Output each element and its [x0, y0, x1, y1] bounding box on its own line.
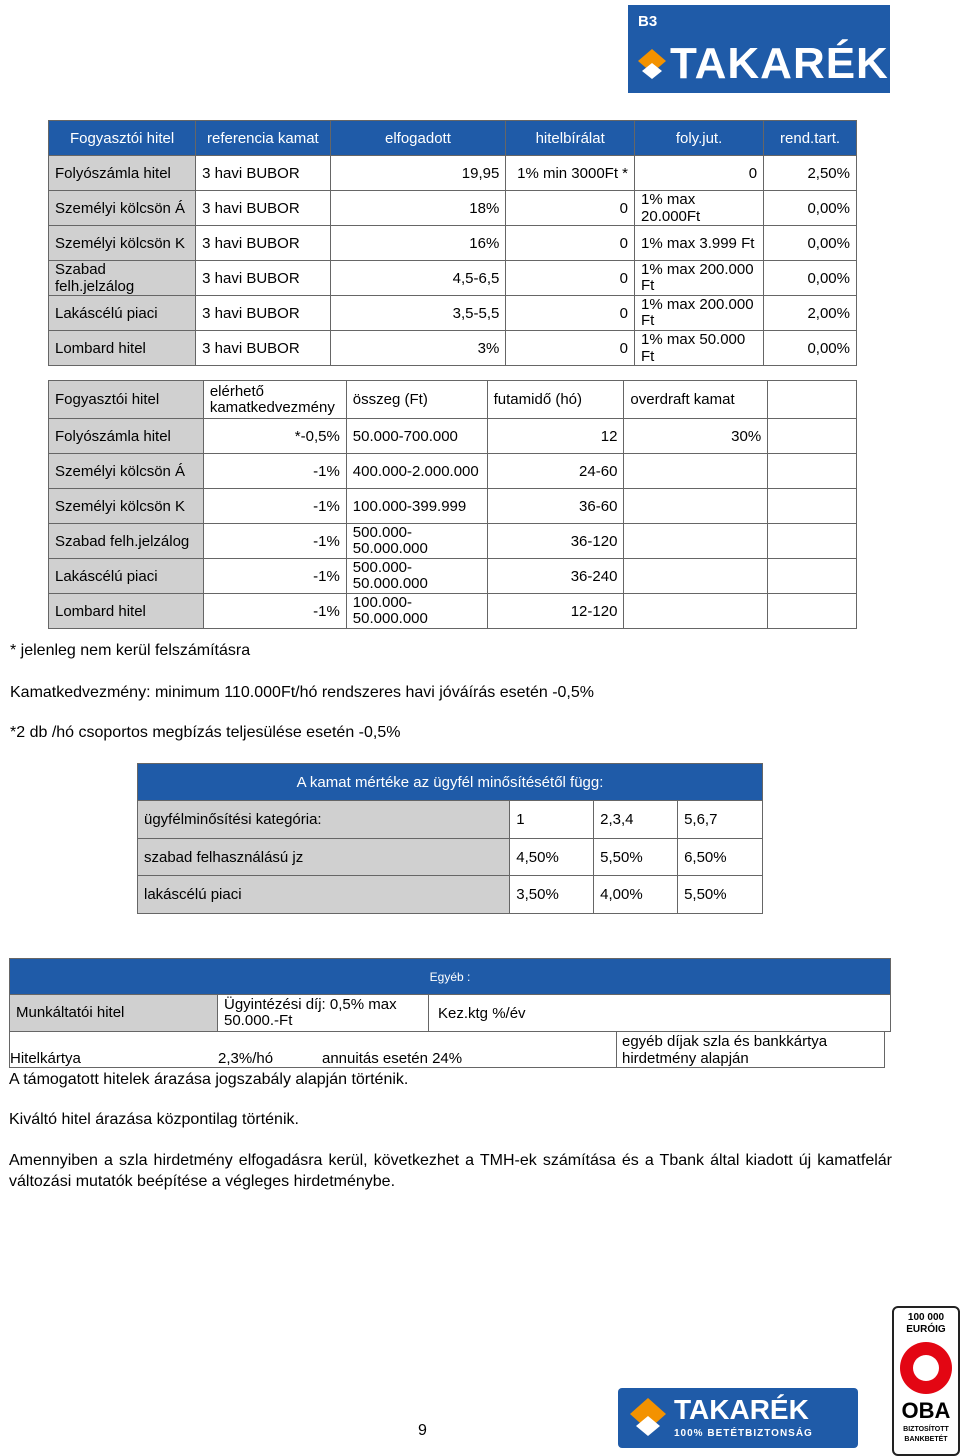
- cell: 1% max 20.000Ft: [635, 191, 764, 226]
- cell: 0: [506, 331, 635, 366]
- cell: *-0,5%: [203, 419, 346, 454]
- cell: -1%: [203, 454, 346, 489]
- table-row: [49, 594, 857, 629]
- cell: 2,3%/hó: [218, 1050, 274, 1067]
- header-cell: összeg (Ft): [346, 381, 487, 419]
- interest-table-header: [49, 121, 857, 156]
- cell: Személyi kölcsön Á: [49, 191, 196, 226]
- footer-takarek-logo: [618, 1388, 858, 1448]
- cell: 2,3,4: [594, 801, 678, 839]
- cell: 12: [487, 419, 624, 454]
- header-cell: referencia kamat: [196, 121, 330, 156]
- cell: 3 havi BUBOR: [196, 191, 330, 226]
- other-table-title: Egyéb :: [9, 958, 891, 995]
- cell: 50.000-700.000: [346, 419, 487, 454]
- cell: 3,5-5,5: [330, 296, 506, 331]
- cell: [768, 381, 857, 419]
- logo-mark-icon: [636, 47, 668, 87]
- cell: 3%: [330, 331, 506, 366]
- logo-mark-icon: [628, 1396, 668, 1440]
- table-row: [49, 261, 857, 296]
- cell: Munkáltatói hitel: [10, 995, 218, 1031]
- table-row: [49, 419, 857, 454]
- cell: [768, 559, 857, 594]
- takarek-logo: [628, 5, 890, 93]
- footer-logo-tagline: 100% BETÉTBIZTONSÁG: [674, 1428, 813, 1439]
- cell: Személyi kölcsön Á: [49, 454, 204, 489]
- discount-note-2: *2 db /hó csoportos megbízás teljesülése esetén -0,5%: [10, 724, 401, 741]
- cell: 36-240: [487, 559, 624, 594]
- header-cell: overdraft kamat: [624, 381, 768, 419]
- cell: [624, 594, 768, 629]
- table-row: [49, 156, 857, 191]
- cell: 0: [506, 226, 635, 261]
- cell: lakáscélú piaci: [138, 876, 510, 914]
- cell: egyéb díjak szla és bankkártya hirdetmény alapján: [622, 1033, 828, 1067]
- cell: Hitelkártya: [10, 1050, 81, 1067]
- cell: [624, 524, 768, 559]
- cell: 1: [510, 801, 594, 839]
- cell: Lakáscélú piaci: [49, 296, 196, 331]
- cell: 3 havi BUBOR: [196, 331, 330, 366]
- cell: -1%: [203, 559, 346, 594]
- cell: 4,5-6,5: [330, 261, 506, 296]
- cell: -1%: [203, 524, 346, 559]
- logo-prefix: B3: [638, 13, 658, 30]
- oba-top-text: 100 000 EURÓIG: [906, 1312, 946, 1335]
- header-cell: hitelbírálat: [506, 121, 635, 156]
- cell: 3 havi BUBOR: [196, 156, 330, 191]
- header-cell: elérhető kamatkedvezmény: [203, 381, 346, 419]
- cell: Személyi kölcsön K: [49, 489, 204, 524]
- footnote: * jelenleg nem kerül felszámításra: [10, 642, 251, 659]
- table-row: [138, 839, 763, 876]
- rating-table-title: [138, 764, 763, 801]
- cell: Kez.ktg %/év: [438, 1005, 526, 1022]
- cell: 0,00%: [764, 191, 857, 226]
- cell: 1% max 200.000 Ft: [635, 296, 764, 331]
- cell: 1% max 50.000 Ft: [635, 331, 764, 366]
- discount-table: [48, 380, 857, 629]
- cell: 2,50%: [764, 156, 857, 191]
- header-cell: Fogyasztói hitel: [49, 121, 196, 156]
- cell: Folyószámla hitel: [49, 156, 196, 191]
- table-row: [49, 559, 857, 594]
- cell: 0,00%: [764, 261, 857, 296]
- cell: [768, 454, 857, 489]
- cell: 3 havi BUBOR: [196, 261, 330, 296]
- cell: [768, 419, 857, 454]
- cell: 19,95: [330, 156, 506, 191]
- cell: 36-120: [487, 524, 624, 559]
- cell: [768, 594, 857, 629]
- cell: Személyi kölcsön K: [49, 226, 196, 261]
- header-cell: Fogyasztói hitel: [49, 381, 204, 419]
- cell: 1% max 200.000 Ft: [635, 261, 764, 296]
- cell: 16%: [330, 226, 506, 261]
- cell: 0,00%: [764, 331, 857, 366]
- page-number: 9: [418, 1422, 427, 1439]
- cell: 24-60: [487, 454, 624, 489]
- cell: 3 havi BUBOR: [196, 226, 330, 261]
- cell: 500.000-50.000.000: [346, 559, 487, 594]
- other-table-row: [9, 995, 891, 1032]
- table-row: [49, 296, 857, 331]
- cell: 12-120: [487, 594, 624, 629]
- cell: Lombard hitel: [49, 594, 204, 629]
- oba-circle-icon: [900, 1342, 952, 1394]
- table-row: [49, 331, 857, 366]
- table-row: [138, 876, 763, 914]
- cell: 0: [506, 261, 635, 296]
- cell: 0: [635, 156, 764, 191]
- cell: 5,50%: [594, 839, 678, 876]
- cell: 36-60: [487, 489, 624, 524]
- cell: 1% min 3000Ft *: [506, 156, 635, 191]
- cell: 2,00%: [764, 296, 857, 331]
- table-row: [49, 226, 857, 261]
- table-row: [49, 454, 857, 489]
- cell: szabad felhasználású jz: [138, 839, 510, 876]
- cell: [624, 559, 768, 594]
- cell: Ügyintézési díj: 0,5% max 50.000.-Ft: [224, 996, 397, 1029]
- rating-table-title-text: A kamat mértéke az ügyfél minősítésétől függ:: [138, 764, 763, 801]
- other-table-row: [9, 1032, 885, 1068]
- cell: 6,50%: [678, 839, 763, 876]
- cell: -1%: [203, 489, 346, 524]
- cell: Lombard hitel: [49, 331, 196, 366]
- cell: 5,6,7: [678, 801, 763, 839]
- header-cell: futamidő (hó): [487, 381, 624, 419]
- cell: 0,00%: [764, 226, 857, 261]
- cell: ügyfélminősítési kategória:: [138, 801, 510, 839]
- table-row: [49, 489, 857, 524]
- cell: [624, 454, 768, 489]
- oba-sub2: BANKBETÉT: [904, 1436, 948, 1443]
- cell: 5,50%: [678, 876, 763, 914]
- discount-table-header: [49, 381, 857, 419]
- header-cell: elfogadott: [330, 121, 506, 156]
- rating-table: [137, 763, 763, 914]
- oba-name: OBA: [901, 1398, 951, 1423]
- paragraph: A támogatott hitelek árazása jogszabály alapján történik.: [9, 1071, 409, 1088]
- cell: Szabad felh.jelzálog: [49, 524, 204, 559]
- paragraph: Kiváltó hitel árazása központilag történik.: [9, 1111, 299, 1128]
- oba-badge: [892, 1306, 960, 1456]
- cell: [768, 489, 857, 524]
- cell: annuitás esetén 24%: [322, 1050, 463, 1067]
- logo-name: TAKARÉK: [670, 39, 889, 88]
- cell: 100.000-399.999: [346, 489, 487, 524]
- cell: [624, 489, 768, 524]
- footer-logo-name: TAKARÉK: [674, 1394, 809, 1425]
- table-row: [49, 524, 857, 559]
- cell: [768, 524, 857, 559]
- discount-note: Kamatkedvezmény: minimum 110.000Ft/hó rendszeres havi jóváírás esetén -0,5%: [10, 684, 594, 701]
- table-row: [49, 191, 857, 226]
- cell: Folyószámla hitel: [49, 419, 204, 454]
- interest-table: [48, 120, 857, 366]
- cell: 3 havi BUBOR: [196, 296, 330, 331]
- header-cell: rend.tart.: [764, 121, 857, 156]
- cell: -1%: [203, 594, 346, 629]
- cell: 1% max 3.999 Ft: [635, 226, 764, 261]
- table-row: [138, 801, 763, 839]
- cell: 0: [506, 296, 635, 331]
- header-cell: foly.jut.: [635, 121, 764, 156]
- cell: 30%: [624, 419, 768, 454]
- cell: 3,50%: [510, 876, 594, 914]
- cell: 0: [506, 191, 635, 226]
- oba-sub1: BIZTOSÍTOTT: [903, 1426, 949, 1433]
- paragraph: Amennyiben a szla hirdetmény elfogadásra kerül, következhet a TMH-ek számítása és a Tbank által kiadott új kamatfelár változási mutatók beépítése a végleges hirdetménybe.: [9, 1152, 892, 1190]
- cell: 400.000-2.000.000: [346, 454, 487, 489]
- cell: 4,50%: [510, 839, 594, 876]
- cell: 18%: [330, 191, 506, 226]
- cell: 500.000-50.000.000: [346, 524, 487, 559]
- cell: 4,00%: [594, 876, 678, 914]
- cell: Lakáscélú piaci: [49, 559, 204, 594]
- cell: 100.000-50.000.000: [346, 594, 487, 629]
- cell: Szabad felh.jelzálog: [49, 261, 196, 296]
